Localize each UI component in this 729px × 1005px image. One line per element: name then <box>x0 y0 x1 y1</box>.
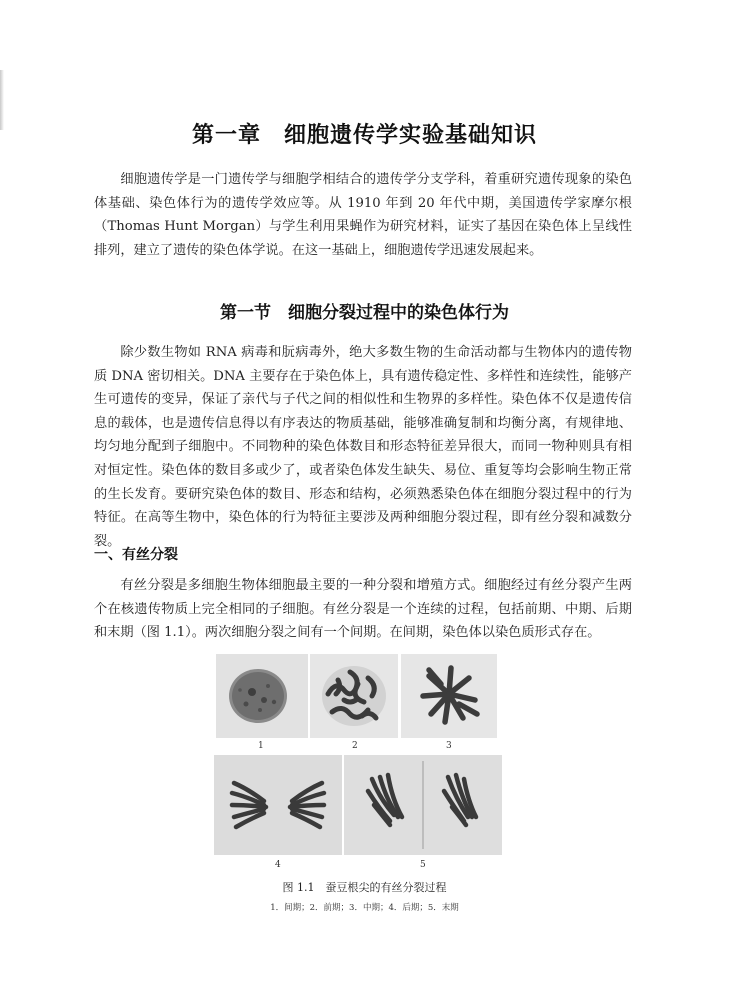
intro-paragraph: 细胞遗传学是一门遗传学与细胞学相结合的遗传学分支学科，着重研究遗传现象的染色体基础、染色体行为的遗传学效应等。从 1910 年到 20 年代中期，美国遗传学家摩尔根（Thomas Hunt Morgan）与学生利用果蝇作为研究材料，证实了基因在染色体上呈线性排列，建立了遗传的染色体学说。在这一基础上，细胞遗传学迅速发展起来。 <box>94 172 632 258</box>
micrograph-prophase <box>310 654 398 738</box>
chapter-title: 第一章 细胞遗传学实验基础知识 <box>191 123 537 148</box>
figure-note: 1．间期；2．前期；3．中期；4．后期；5．末期 <box>270 903 459 913</box>
micrograph-interphase <box>216 654 308 738</box>
figure-caption: 图 1.1 蚕豆根尖的有丝分裂过程 <box>282 881 447 894</box>
panel-label-4: 4 <box>275 860 281 870</box>
micrograph-metaphase <box>401 654 497 738</box>
section-paragraph: 除少数生物如 RNA 病毒和朊病毒外，绝大多数生物的生命活动都与生物体内的遗传物质 DNA 密切相关。DNA 主要存在于染色体上，具有遗传稳定性、多样性和连续性，能够产生可遗传的变异，保证了亲代与子代之间的相似性和生物界的多样性。染色体不仅是遗传信息的载体，也是遗传信息得以有序表达的物质基础，能够准确复制和均衡分离，有规律地、均匀地分配到子细胞中。不同物种的染色体数目和形态特征差异很大，而同一物种则具有相对恒定性。染色体的数目多或少了，或者染色体发生缺失、易位、重复等均会影响生物正常的生长发育。要研究染色体的数目、形态和结构，必须熟悉染色体在细胞分裂过程中的行为特征。在高等生物中，染色体的行为特征主要涉及两种细胞分裂过程，即有丝分裂和减数分裂。 <box>94 345 632 549</box>
panel-label-1: 1 <box>258 741 264 751</box>
mitosis-paragraph: 有丝分裂是多细胞生物体细胞最主要的一种分裂和增殖方式。细胞经过有丝分裂产生两个在核遗传物质上完全相同的子细胞。有丝分裂是一个连续的过程，包括前期、中期、后期和末期（图 1.1）。两次细胞分裂之间有一个间期。在间期，染色体以染色质形式存在。 <box>94 578 632 641</box>
micrograph-anaphase <box>214 755 342 855</box>
micrograph-telophase <box>344 755 502 855</box>
section-title: 第一节 细胞分裂过程中的染色体行为 <box>220 303 509 323</box>
panel-label-5: 5 <box>420 860 426 870</box>
panel-label-3: 3 <box>446 741 452 751</box>
subsection-heading: 一、有丝分裂 <box>94 547 178 563</box>
panel-label-2: 2 <box>352 741 358 751</box>
